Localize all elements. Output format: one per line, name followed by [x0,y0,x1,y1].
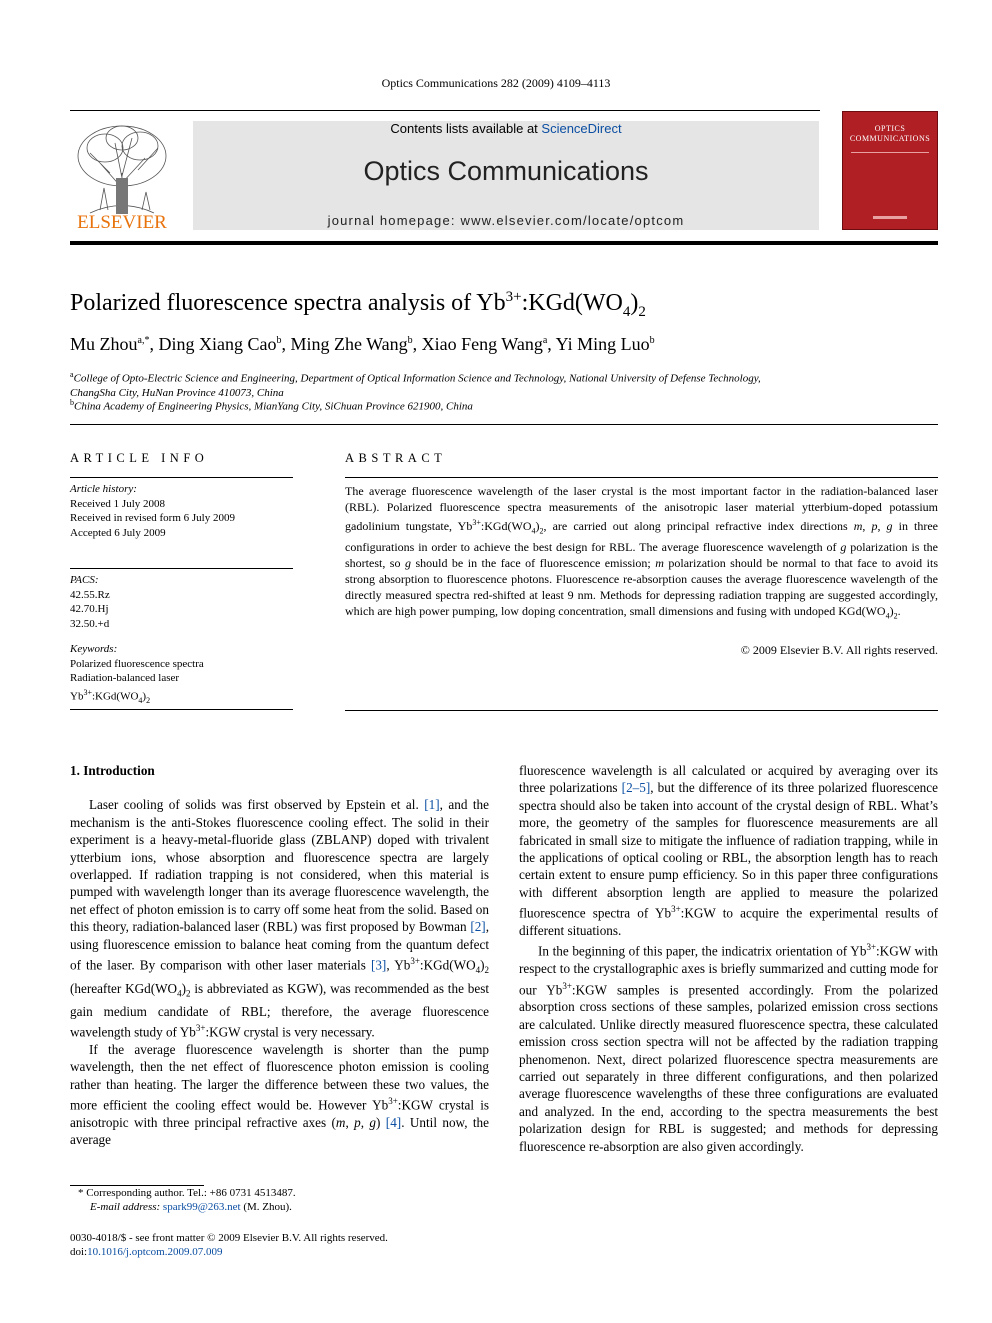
keyword-sup: 3+ [83,687,92,697]
contents-line [193,121,819,136]
keyword: Radiation-balanced laser [70,672,180,684]
journal-cover [842,111,938,230]
author [290,334,412,354]
text: , but the difference of its three polarized fluorescence spectra should also be taken into account of the crystal design of RBL. What’s more, the geometry of the samples for fluorescence measurements are all fabricated in small size to mitigate the influence of radiation trapping, while in the applications of optical cooling or RBL, the absorption length has to reach certain extent to ensure pump efficiency. So in this paper three configurations with different absorption length are applied to measure the polarized fluorescence spectra of Yb [519,780,938,921]
footnote-star: * [78,1187,84,1199]
journal-homepage[interactable]: journal homepage: www.elsevier.com/locate/optcom [327,213,685,228]
header-rule [70,110,820,111]
affiliation-a-line1: College of Opto-Electric Science and Engineering, Department of Optical Information Science and Technology, National University of Defense Technology, [73,372,761,385]
abstract-part: should be in the face of fluorescence emission; [410,556,656,571]
text: ) [181,980,186,996]
text: (hereafter KGd(WO [70,980,178,996]
doi-link[interactable]: 10.1016/j.optcom.2009.07.009 [87,1246,223,1258]
pacs-code: 42.55.Rz [70,588,110,601]
text: , using fluorescence emission to balance heat coming from the quantum defect of the laser. By comparison with other laser materials [70,919,489,973]
paragraph [70,1041,489,1149]
text: ) [480,957,485,973]
subscript: 4 [177,988,182,999]
keyword [70,686,293,708]
sciencedirect-link[interactable]: ScienceDirect [541,121,622,136]
subscript: 2 [484,965,489,976]
text: is abbreviated as KGW), was recommended as the best gain medium candidate of RBL; therefore, the average fluorescence wavelength study of Yb [70,980,489,1040]
abstract-part: polarization should be normal to that face to avoid its strong absorption to fluorescence photons. Fluorescence re-absorption causes the average fluorescence wavelength of the directly measured spectra red-shifted at least 9 nm. Methods for depressing radiation trapping are suggested accordingly, which are high power pumping, low doping concentration, small dimensions and fusing with undoped KGd(WO [345,556,938,619]
author [158,334,281,354]
title-end: ) [630,290,639,316]
article-history [70,482,293,540]
keyword-part: :KGd(WO [91,690,139,703]
author-mark[interactable]: a [542,335,548,346]
affiliation-b-mark: b [70,398,74,407]
text: fluorescence wavelength is all calculated or acquired by averaging over its three polarizations [519,763,938,796]
superscript: 3+ [866,942,877,953]
abstract-heading: ABSTRACT [345,451,447,465]
title-sub2: 2 [638,303,646,320]
keyword-part: Yb [70,690,84,703]
abstract-part: ) [889,604,894,619]
abstract-sub: 4 [885,611,890,621]
pacs-title: PACS: [70,574,99,586]
body-column-right [519,762,938,1155]
affiliation-a-line2: ChangSha City, HuNan Province 410073, China [70,386,284,399]
text: :KGW with respect to the crystallographic axes is briefly summarized and cutting mode for our Yb [519,943,938,998]
elsevier-wordmark: ELSEVIER [77,212,167,233]
author-name: Ding Xiang Cao [158,334,277,354]
footnote-text: Corresponding author. Tel.: +86 0731 4513487. [83,1187,296,1199]
footnote [70,1186,490,1214]
contents-prefix: Contents lists available at [390,121,542,136]
subscript: 2 [185,988,191,999]
keyword: Polarized fluorescence spectra [70,657,204,670]
text: . Until now, the average [70,1114,490,1148]
email-link[interactable]: spark99@263.net [162,1201,241,1213]
author-mark[interactable]: a,* [137,335,150,346]
affiliation-b-line1: China Academy of Engineering Physics, MianYang City, SiChuan Province 621900, China [74,400,473,413]
affiliation-a [70,368,761,400]
article-info-rule [70,477,293,478]
text: :KGW to acquire the experimental results of different situations. [519,905,938,939]
text: , Yb [386,957,411,973]
superscript: 3+ [388,1095,398,1106]
abstract-sup: 3+ [472,518,481,527]
title-rest: :KGd(WO [521,290,623,316]
abstract-part: in three configurations in order to achieve the best design for RBL. The average fluorescence wavelength of [345,519,939,555]
keyword-sub: 2 [146,695,151,705]
keyword-part: ) [142,690,147,703]
abstract-part: , are carried out along principal refractive index directions [543,519,854,533]
affiliation-a-mark: a [70,370,74,379]
email-owner: (M. Zhou). [240,1201,292,1213]
author-name: Yi Ming Luo [555,334,650,354]
superscript: 3+ [562,980,572,991]
abstract-part: ) [535,519,540,533]
italic-symbol: g [369,1114,377,1130]
italic-symbol: p [354,1114,361,1130]
title-sub: 4 [622,303,631,320]
elsevier-logo [70,118,174,236]
pacs-rule [70,568,293,569]
author [556,334,655,354]
abstract-italic: g [404,556,411,571]
reference-link[interactable]: [1] [424,797,440,813]
paragraph [70,796,489,1040]
abstract-italic: m [853,519,863,533]
text: :KGW crystal is anisotropic with three principal refractive axes ( [70,1097,489,1130]
abstract-copyright: © 2009 Elsevier B.V. All rights reserved. [740,643,938,657]
abstract-part: . [897,604,901,619]
title-rule [70,424,938,425]
italic-symbol: m [335,1114,346,1130]
keywords-title: Keywords: [70,643,118,655]
reference-link[interactable]: [4] [385,1114,402,1130]
reference-link[interactable]: [2–5] [621,780,651,796]
pacs-block [70,573,293,631]
text: :KGW samples is presented accordingly. From the polarized absorption cross sections of these samples, polarized emission cross sections are calculated. Unlike directly measured fluorescence spectra, these calculated emission cross section spectra will not be affected by the radiation trapping phenomenon. Next, direct polarized fluorescence spectra measurements are carried out separately in three different configurations, and then polarized average fluorescence wavelengths of these three configurations are evaluated and analyzed. In the end, according to the spectra measurements the best polarization design for RBL is suggested; and methods for depressing fluorescence re-absorption are also given accordingly. [519,982,938,1154]
keyword-sub: 4 [138,695,143,705]
abstract-rule [345,477,938,478]
abstract-sub: 2 [893,611,898,621]
author-list: Mu Zhou$^{a,*}$, Ding Xiang Cao$^b$, Ming Zhe Wang$^b$, Xiao Feng Wang$^a$, Yi Ming Luo$^b$ [70,334,655,354]
abstract-italic: g [886,519,893,533]
reference-link[interactable]: [2] [470,919,486,935]
body-column-left [70,762,489,1149]
author-name: Ming Zhe Wang [290,334,408,354]
text: ) [376,1114,386,1130]
article-info-heading: ARTICLE INFO [70,451,209,465]
journal-citation: Optics Communications 282 (2009) 4109–4113 [381,76,611,90]
paragraph [519,762,938,939]
history-title: Article history: [70,483,137,495]
issn-line: 0030-4018/$ - see front matter © 2009 Elsevier B.V. All rights reserved. [70,1232,388,1244]
article-info-bottom-rule [70,709,293,710]
abstract-part: , [862,519,872,533]
abstract-sub: 2 [539,526,544,536]
abstract-text [345,483,938,625]
affiliation-b [70,396,473,414]
abstract-bottom-rule [345,710,938,711]
abstract-italic: g [840,540,847,555]
pacs-code: 42.70.Hj [70,603,109,615]
elsevier-tree-icon [70,118,174,236]
author-mark[interactable]: b [649,335,655,346]
abstract-part: :KGd(WO [480,519,532,533]
abstract-part: The average fluorescence wavelength of the laser crystal is the most important factor in the radiation-balanced laser (RBL). Polarized fluorescence spectra measurements of the anisotropic laser material ytterbium-doped potassium gadolinium tungstate, Yb [345,484,938,533]
pacs-code: 32.50.+d [70,617,110,630]
reference-link[interactable]: [3] [370,957,387,973]
text: :KGd(WO [419,957,476,973]
paragraph [519,939,938,1155]
author-name: Xiao Feng Wang [421,334,543,354]
cover-title-line1: OPTICS [874,124,906,133]
email-label: E-mail address: [90,1201,161,1213]
author [422,334,548,354]
title-sup: 3+ [505,289,522,305]
abstract-part: polarization is the shortest, so [345,540,938,571]
keywords-block [70,642,293,708]
article-title [70,289,646,321]
revised-date: Received in revised form 6 July 2009 [70,512,235,524]
abstract-sub: 4 [531,526,536,536]
header-thick-rule [70,241,938,245]
text: In the beginning of this paper, the indicatrix orientation of Yb [538,943,867,959]
superscript: 3+ [195,1022,206,1033]
text: Laser cooling of solids was first observed by Epstein et al. [89,797,425,813]
doi-label: doi: [70,1246,88,1258]
abstract-italic: p [871,519,878,533]
abstract-italic: m [655,556,664,571]
superscript: 3+ [410,956,420,967]
accepted-date: Accepted 6 July 2009 [70,526,166,539]
author-mark[interactable]: b [407,335,413,346]
text: , and the mechanism is the anti-Stokes fluorescence cooling effect. The solid in their experiment is a heavy-metal-fluoride glass (ZBLANP) doped with trivalent ytterbium ions, whose absorption and fluorescence spectra are largely overlapped. If radiation trapping is not considered, when this material is pumped with wavelength longer than its average fluorescence wavelength, the net effect of photon emission is to carry off some heat from the solid. Based on this theory, radiation-balanced laser (RBL) was first proposed by Bowman [70,797,489,935]
section-heading: 1. Introduction [70,763,155,778]
text: :KGW crystal is very necessary. [205,1024,375,1040]
front-matter [70,1231,490,1259]
cover-title-line2: COMMUNICATIONS [849,134,931,143]
text: If the average fluorescence wavelength is shorter than the pump wavelength, then the net effect of fluorescence photon emission is cooling rather than heating. The larger the difference between these two values, the more efficient the cooling effect would be. However Yb [70,1041,489,1113]
cover-title [843,124,937,144]
received-date: Received 1 July 2008 [70,497,166,510]
text: , [345,1114,355,1130]
title-text: Polarized fluorescence spectra analysis of Yb [70,290,506,316]
author-mark[interactable]: b [276,335,282,346]
journal-title: Optics Communications [363,156,649,186]
author [70,334,149,354]
subscript: 4 [475,965,481,976]
text: , [360,1114,370,1130]
abstract-part: , [877,519,887,533]
author-name: Mu Zhou [70,334,138,354]
superscript: 3+ [671,904,681,915]
